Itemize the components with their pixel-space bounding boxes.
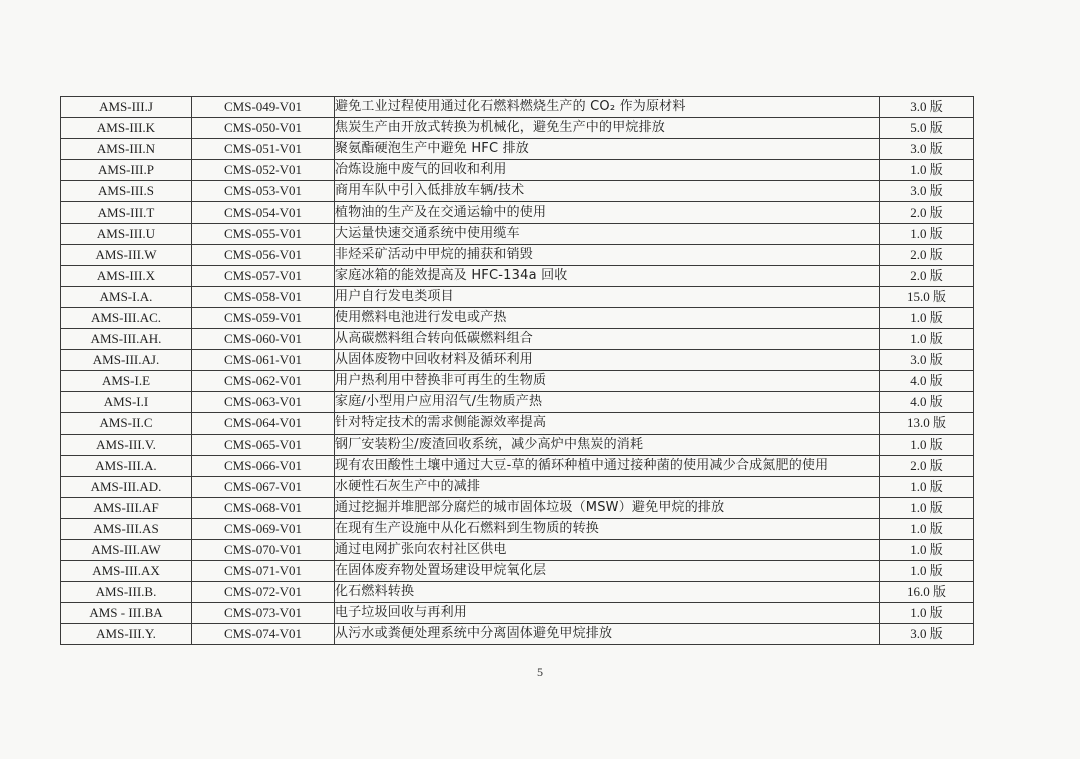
method-title-cell: 商用车队中引入低排放车辆/技术	[335, 181, 880, 202]
ams-code-cell: AMS - III.BA	[61, 603, 192, 624]
table-row	[61, 413, 974, 434]
version-cell: 1.0 版	[880, 223, 974, 244]
table-row	[61, 350, 974, 371]
version-cell: 1.0 版	[880, 518, 974, 539]
ams-code-cell: AMS-III.N	[61, 139, 192, 160]
table-row	[61, 582, 974, 603]
method-title-cell: 针对特定技术的需求侧能源效率提高	[335, 413, 880, 434]
version-cell: 13.0 版	[880, 413, 974, 434]
version-cell: 2.0 版	[880, 265, 974, 286]
method-title-cell: 家庭冰箱的能效提高及 HFC-134a 回收	[335, 265, 880, 286]
method-title-cell: 非烃采矿活动中甲烷的捕获和销毁	[335, 244, 880, 265]
cms-code-cell: CMS-066-V01	[192, 455, 335, 476]
ams-code-cell: AMS-III.AJ.	[61, 350, 192, 371]
table-row	[61, 497, 974, 518]
ams-code-cell: AMS-III.AS	[61, 518, 192, 539]
version-cell: 1.0 版	[880, 160, 974, 181]
ams-code-cell: AMS-III.AW	[61, 539, 192, 560]
method-title-cell: 从高碳燃料组合转向低碳燃料组合	[335, 329, 880, 350]
cms-code-cell: CMS-063-V01	[192, 392, 335, 413]
table-row	[61, 244, 974, 265]
cms-code-cell: CMS-059-V01	[192, 307, 335, 328]
ams-code-cell: AMS-III.V.	[61, 434, 192, 455]
method-title-cell: 使用燃料电池进行发电或产热	[335, 307, 880, 328]
method-title-cell: 现有农田酸性土壤中通过大豆-草的循环种植中通过接种菌的使用减少合成氮肥的使用	[335, 455, 880, 476]
method-title-cell: 植物油的生产及在交通运输中的使用	[335, 202, 880, 223]
cms-code-cell: CMS-051-V01	[192, 139, 335, 160]
table-row	[61, 539, 974, 560]
version-cell: 5.0 版	[880, 118, 974, 139]
ams-code-cell: AMS-III.Y.	[61, 624, 192, 645]
version-cell: 4.0 版	[880, 371, 974, 392]
cms-code-cell: CMS-065-V01	[192, 434, 335, 455]
table-row	[61, 118, 974, 139]
ams-code-cell: AMS-III.B.	[61, 582, 192, 603]
method-title-cell: 用户自行发电类项目	[335, 286, 880, 307]
cms-code-cell: CMS-069-V01	[192, 518, 335, 539]
cms-code-cell: CMS-072-V01	[192, 582, 335, 603]
table-row	[61, 476, 974, 497]
method-title-cell: 通过电网扩张向农村社区供电	[335, 539, 880, 560]
version-cell: 3.0 版	[880, 139, 974, 160]
method-title-cell: 从污水或粪便处理系统中分离固体避免甲烷排放	[335, 624, 880, 645]
version-cell: 16.0 版	[880, 582, 974, 603]
table-row	[61, 202, 974, 223]
method-title-cell: 焦炭生产由开放式转换为机械化，避免生产中的甲烷排放	[335, 118, 880, 139]
version-cell: 1.0 版	[880, 329, 974, 350]
ams-code-cell: AMS-III.K	[61, 118, 192, 139]
cms-code-cell: CMS-055-V01	[192, 223, 335, 244]
table-row	[61, 455, 974, 476]
method-title-cell: 在现有生产设施中从化石燃料到生物质的转换	[335, 518, 880, 539]
table-row	[61, 329, 974, 350]
version-cell: 1.0 版	[880, 539, 974, 560]
ams-code-cell: AMS-III.T	[61, 202, 192, 223]
version-cell: 1.0 版	[880, 476, 974, 497]
version-cell: 15.0 版	[880, 286, 974, 307]
cms-code-cell: CMS-056-V01	[192, 244, 335, 265]
method-title-cell: 冶炼设施中废气的回收和利用	[335, 160, 880, 181]
cms-code-cell: CMS-064-V01	[192, 413, 335, 434]
table-row	[61, 371, 974, 392]
cms-code-cell: CMS-054-V01	[192, 202, 335, 223]
ams-code-cell: AMS-III.J	[61, 97, 192, 118]
table-row	[61, 181, 974, 202]
page-number: 5	[537, 665, 543, 679]
ams-code-cell: AMS-III.U	[61, 223, 192, 244]
ams-code-cell: AMS-III.S	[61, 181, 192, 202]
version-cell: 1.0 版	[880, 561, 974, 582]
table-row	[61, 561, 974, 582]
table-row	[61, 624, 974, 645]
table-row	[61, 286, 974, 307]
cms-code-cell: CMS-053-V01	[192, 181, 335, 202]
version-cell: 3.0 版	[880, 350, 974, 371]
cms-code-cell: CMS-070-V01	[192, 539, 335, 560]
table-row	[61, 434, 974, 455]
method-title-cell: 电子垃圾回收与再利用	[335, 603, 880, 624]
method-title-cell: 聚氨酯硬泡生产中避免 HFC 排放	[335, 139, 880, 160]
cms-code-cell: CMS-049-V01	[192, 97, 335, 118]
method-title-cell: 在固体废弃物处置场建设甲烷氧化层	[335, 561, 880, 582]
ams-code-cell: AMS-I.I	[61, 392, 192, 413]
ams-code-cell: AMS-III.A.	[61, 455, 192, 476]
ams-code-cell: AMS-I.A.	[61, 286, 192, 307]
version-cell: 2.0 版	[880, 202, 974, 223]
ams-code-cell: AMS-III.AD.	[61, 476, 192, 497]
method-title-cell: 水硬性石灰生产中的减排	[335, 476, 880, 497]
ams-code-cell: AMS-III.W	[61, 244, 192, 265]
cms-code-cell: CMS-073-V01	[192, 603, 335, 624]
table-row	[61, 97, 974, 118]
cms-code-cell: CMS-058-V01	[192, 286, 335, 307]
method-title-cell: 钢厂安装粉尘/废渣回收系统，减少高炉中焦炭的消耗	[335, 434, 880, 455]
ams-code-cell: AMS-III.AC.	[61, 307, 192, 328]
methodology-table	[60, 96, 974, 645]
method-title-cell: 通过挖掘并堆肥部分腐烂的城市固体垃圾（MSW）避免甲烷的排放	[335, 497, 880, 518]
cms-code-cell: CMS-060-V01	[192, 329, 335, 350]
cms-code-cell: CMS-057-V01	[192, 265, 335, 286]
version-cell: 2.0 版	[880, 244, 974, 265]
ams-code-cell: AMS-I.E	[61, 371, 192, 392]
method-title-cell: 用户热利用中替换非可再生的生物质	[335, 371, 880, 392]
table-row	[61, 223, 974, 244]
ams-code-cell: AMS-III.AF	[61, 497, 192, 518]
cms-code-cell: CMS-050-V01	[192, 118, 335, 139]
version-cell: 3.0 版	[880, 181, 974, 202]
version-cell: 4.0 版	[880, 392, 974, 413]
table-row	[61, 307, 974, 328]
version-cell: 3.0 版	[880, 624, 974, 645]
table-row	[61, 518, 974, 539]
version-cell: 3.0 版	[880, 97, 974, 118]
cms-code-cell: CMS-067-V01	[192, 476, 335, 497]
cms-code-cell: CMS-062-V01	[192, 371, 335, 392]
ams-code-cell: AMS-II.C	[61, 413, 192, 434]
table-row	[61, 265, 974, 286]
ams-code-cell: AMS-III.AH.	[61, 329, 192, 350]
method-title-cell: 大运量快速交通系统中使用缆车	[335, 223, 880, 244]
method-title-cell: 家庭/小型用户应用沼气/生物质产热	[335, 392, 880, 413]
method-title-cell: 避免工业过程使用通过化石燃料燃烧生产的 CO₂ 作为原材料	[335, 97, 880, 118]
version-cell: 1.0 版	[880, 307, 974, 328]
cms-code-cell: CMS-074-V01	[192, 624, 335, 645]
version-cell: 1.0 版	[880, 497, 974, 518]
table-row	[61, 392, 974, 413]
method-title-cell: 从固体废物中回收材料及循环利用	[335, 350, 880, 371]
ams-code-cell: AMS-III.P	[61, 160, 192, 181]
version-cell: 1.0 版	[880, 434, 974, 455]
version-cell: 2.0 版	[880, 455, 974, 476]
methodology-table-body	[61, 97, 974, 645]
ams-code-cell: AMS-III.X	[61, 265, 192, 286]
version-cell: 1.0 版	[880, 603, 974, 624]
method-title-cell: 化石燃料转换	[335, 582, 880, 603]
cms-code-cell: CMS-068-V01	[192, 497, 335, 518]
ams-code-cell: AMS-III.AX	[61, 561, 192, 582]
table-row	[61, 160, 974, 181]
cms-code-cell: CMS-061-V01	[192, 350, 335, 371]
cms-code-cell: CMS-052-V01	[192, 160, 335, 181]
table-row	[61, 603, 974, 624]
cms-code-cell: CMS-071-V01	[192, 561, 335, 582]
table-row	[61, 139, 974, 160]
